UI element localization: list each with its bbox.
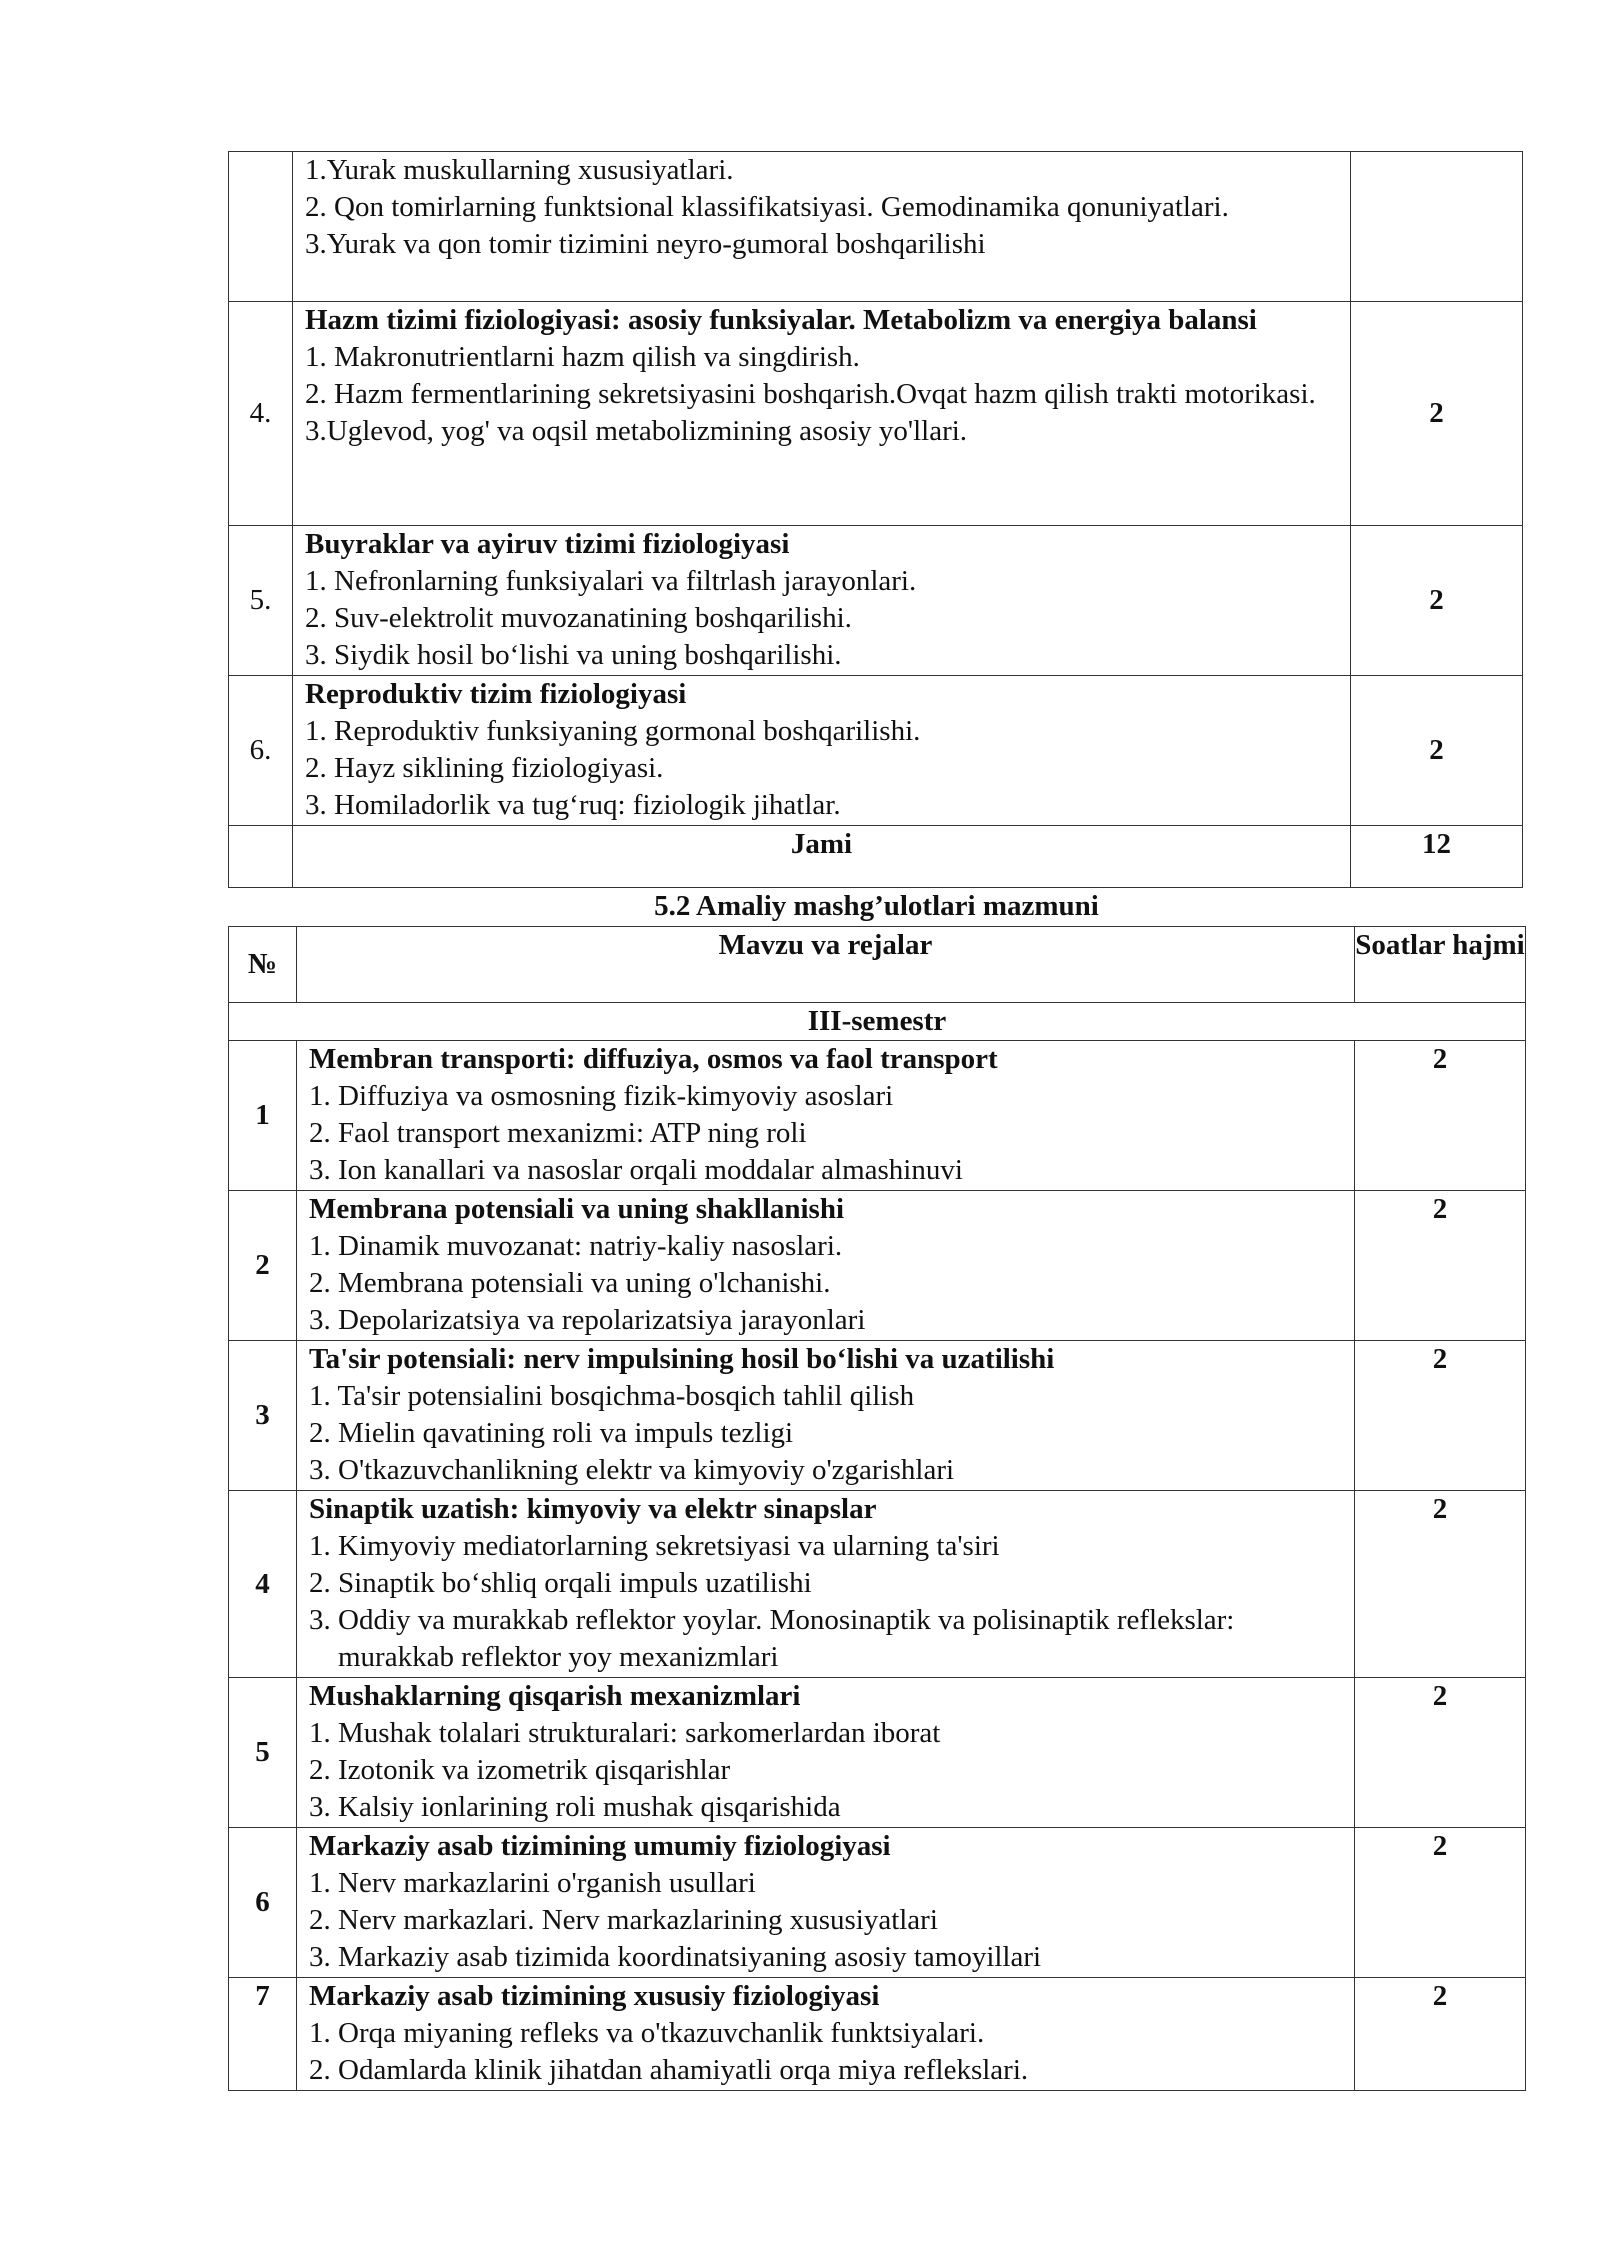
topic-cell [297, 1491, 1355, 1678]
plan-item: 2. Izotonik va izometrik qisqarishlar [309, 1754, 731, 1786]
hours-cell: 2 [1351, 676, 1523, 826]
plan-item: 3. O'tkazuvchanlikning elektr va kimyoviy o'zgarishlari [309, 1454, 955, 1486]
semester-row [229, 1003, 1526, 1041]
topic-cell [297, 1191, 1355, 1341]
empty-cell [229, 826, 293, 888]
semester-label: III-semestr [229, 1003, 1526, 1041]
topic-cell [293, 152, 1351, 302]
topic-cell [293, 302, 1351, 526]
row-number: 4 [229, 1491, 297, 1678]
row-number: 3 [229, 1341, 297, 1491]
table-row [229, 1041, 1526, 1191]
row-number: 5 [229, 1678, 297, 1828]
table-row [229, 1678, 1526, 1828]
topic-title: Sinaptik uzatish: kimyoviy va elektr sinapslar [309, 1493, 877, 1525]
total-row [229, 826, 1523, 888]
plan-item: 1. Nefronlarning funksiyalari va filtrlash jarayonlari. [305, 565, 917, 597]
plan-item: 1.Yurak muskullarning xususiyatlari. [305, 154, 734, 186]
lecture-topics-table [228, 151, 1523, 888]
hours-cell: 2 [1355, 1678, 1526, 1828]
plan-item: 1. Ta'sir potensialini bosqichma-bosqich tahlil qilish [309, 1380, 915, 1412]
plan-item: 3.Yurak va qon tomir tizimini neyro-gumoral boshqarilishi [305, 228, 986, 260]
plan-item: 1. Nerv markazlarini o'rganish usullari [309, 1867, 756, 1899]
header-hours: Soatlar hajmi [1355, 927, 1526, 1003]
topic-title: Reproduktiv tizim fiziologiyasi [305, 678, 687, 710]
header-number: № [229, 927, 297, 1003]
table-row [229, 1491, 1526, 1678]
topic-title: Buyraklar va ayiruv tizimi fiziologiyasi [305, 528, 790, 560]
table-row [229, 302, 1523, 526]
plan-item: 1. Kimyoviy mediatorlarning sekretsiyasi va ularning ta'siri [309, 1530, 1000, 1562]
plan-item: 3. Depolarizatsiya va repolarizatsiya jarayonlari [309, 1304, 866, 1336]
table-row [229, 676, 1523, 826]
header-topic: Mavzu va rejalar [297, 927, 1355, 1003]
section-caption: 5.2 Amaliy mashg’ulotlari mazmuni [654, 890, 1099, 922]
row-number: 7 [229, 1978, 297, 2091]
row-number: 5. [229, 526, 293, 676]
topic-title: Hazm tizimi fiziologiyasi: asosiy funksiyalar. Metabolizm va energiya balansi [305, 304, 1257, 336]
topic-title: Markaziy asab tizimining umumiy fiziologiyasi [309, 1830, 891, 1862]
plan-item: 3. Homiladorlik va tug‘ruq: fiziologik jihatlar. [305, 789, 841, 821]
plan-item: 2. Hayz siklining fiziologiyasi. [305, 752, 664, 784]
plan-item: 3. Markaziy asab tizimida koordinatsiyaning asosiy tamoyillari [309, 1941, 1042, 1973]
plan-item: 1. Orqa miyaning refleks va o'tkazuvchanlik funktsiyalari. [309, 2017, 985, 2049]
hours-cell: 2 [1355, 1041, 1526, 1191]
plan-item: 2. Qon tomirlarning funktsional klassifikatsiyasi. Gemodinamika qonuniyatlari. [305, 191, 1229, 223]
row-number: 1 [229, 1041, 297, 1191]
hours-cell: 2 [1351, 302, 1523, 526]
hours-cell: 2 [1355, 1341, 1526, 1491]
topic-title: Membrana potensiali va uning shakllanishi [309, 1193, 845, 1225]
plan-item: 2. Odamlarda klinik jihatdan ahamiyatli orqa miya reflekslari. [309, 2054, 1029, 2086]
table-row [229, 526, 1523, 676]
plan-item: 1. Mushak tolalari strukturalari: sarkomerlardan iborat [309, 1717, 941, 1749]
topic-title: Ta'sir potensiali: nerv impulsining hosil bo‘lishi va uzatilishi [309, 1343, 1055, 1375]
hours-cell: 2 [1351, 526, 1523, 676]
hours-cell: 2 [1355, 1191, 1526, 1341]
topic-title: Membran transporti: diffuziya, osmos va faol transport [309, 1043, 998, 1075]
topic-cell [297, 1678, 1355, 1828]
hours-cell: 2 [1355, 1978, 1526, 2091]
topic-cell [297, 1828, 1355, 1978]
plan-item: 1. Makronutrientlarni hazm qilish va singdirish. [305, 341, 860, 373]
table-row [229, 1978, 1526, 2091]
plan-item: 2. Sinaptik bo‘shliq orqali impuls uzatilishi [309, 1567, 812, 1599]
row-number: 6. [229, 676, 293, 826]
plan-item: 3. Ion kanallari va nasoslar orqali moddalar almashinuvi [309, 1154, 963, 1186]
topic-cell [297, 1978, 1355, 2091]
hours-cell: 2 [1355, 1491, 1526, 1678]
row-number: 6 [229, 1828, 297, 1978]
plan-item: 1. Dinamik muvozanat: natriy-kaliy nasoslari. [309, 1230, 843, 1262]
plan-item: 2. Membrana potensiali va uning o'lchanishi. [309, 1267, 831, 1299]
table-row [229, 1191, 1526, 1341]
plan-item: 3. Siydik hosil bo‘lishi va uning boshqarilishi. [305, 639, 842, 671]
plan-item: 3.Uglevod, yog' va oqsil metabolizmining asosiy yo'llari. [305, 415, 968, 447]
plan-item: 2. Faol transport mexanizmi: ATP ning roli [309, 1117, 807, 1149]
topic-cell [293, 526, 1351, 676]
plan-item: 1. Reproduktiv funksiyaning gormonal boshqarilishi. [305, 715, 921, 747]
row-number: 4. [229, 302, 293, 526]
plan-item: 3. Oddiy va murakkab reflektor yoylar. Monosinaptik va polisinaptik reflekslar: murakkab reflektor yoy mexanizmlari [309, 1604, 1235, 1673]
topic-cell [297, 1341, 1355, 1491]
topic-title: Markaziy asab tizimining xususiy fiziologiyasi [309, 1980, 880, 2012]
header-row [229, 927, 1526, 1003]
total-value: 12 [1351, 826, 1523, 888]
table-row [229, 1341, 1526, 1491]
plan-item: 3. Kalsiy ionlarining roli mushak qisqarishida [309, 1791, 841, 1823]
row-number: 2 [229, 1191, 297, 1341]
plan-item: 2. Suv-elektrolit muvozanatining boshqarilishi. [305, 602, 852, 634]
topic-cell [297, 1041, 1355, 1191]
total-label: Jami [293, 826, 1351, 888]
plan-item: 2. Mielin qavatining roli va impuls tezligi [309, 1417, 794, 1449]
plan-item: 2. Hazm fermentlarining sekretsiyasini boshqarish.Ovqat hazm qilish trakti motorikasi. [305, 378, 1316, 410]
plan-item: 1. Diffuziya va osmosning fizik-kimyoviy asoslari [309, 1080, 894, 1112]
plan-item: 2. Nerv markazlari. Nerv markazlarining xususiyatlari [309, 1904, 938, 1936]
row-number [229, 152, 293, 302]
practical-topics-table [228, 926, 1526, 2091]
topic-cell [293, 676, 1351, 826]
table-row [229, 1828, 1526, 1978]
hours-cell: 2 [1355, 1828, 1526, 1978]
hours-cell [1351, 152, 1523, 302]
table-row [229, 152, 1523, 302]
topic-title: Mushaklarning qisqarish mexanizmlari [309, 1680, 801, 1712]
